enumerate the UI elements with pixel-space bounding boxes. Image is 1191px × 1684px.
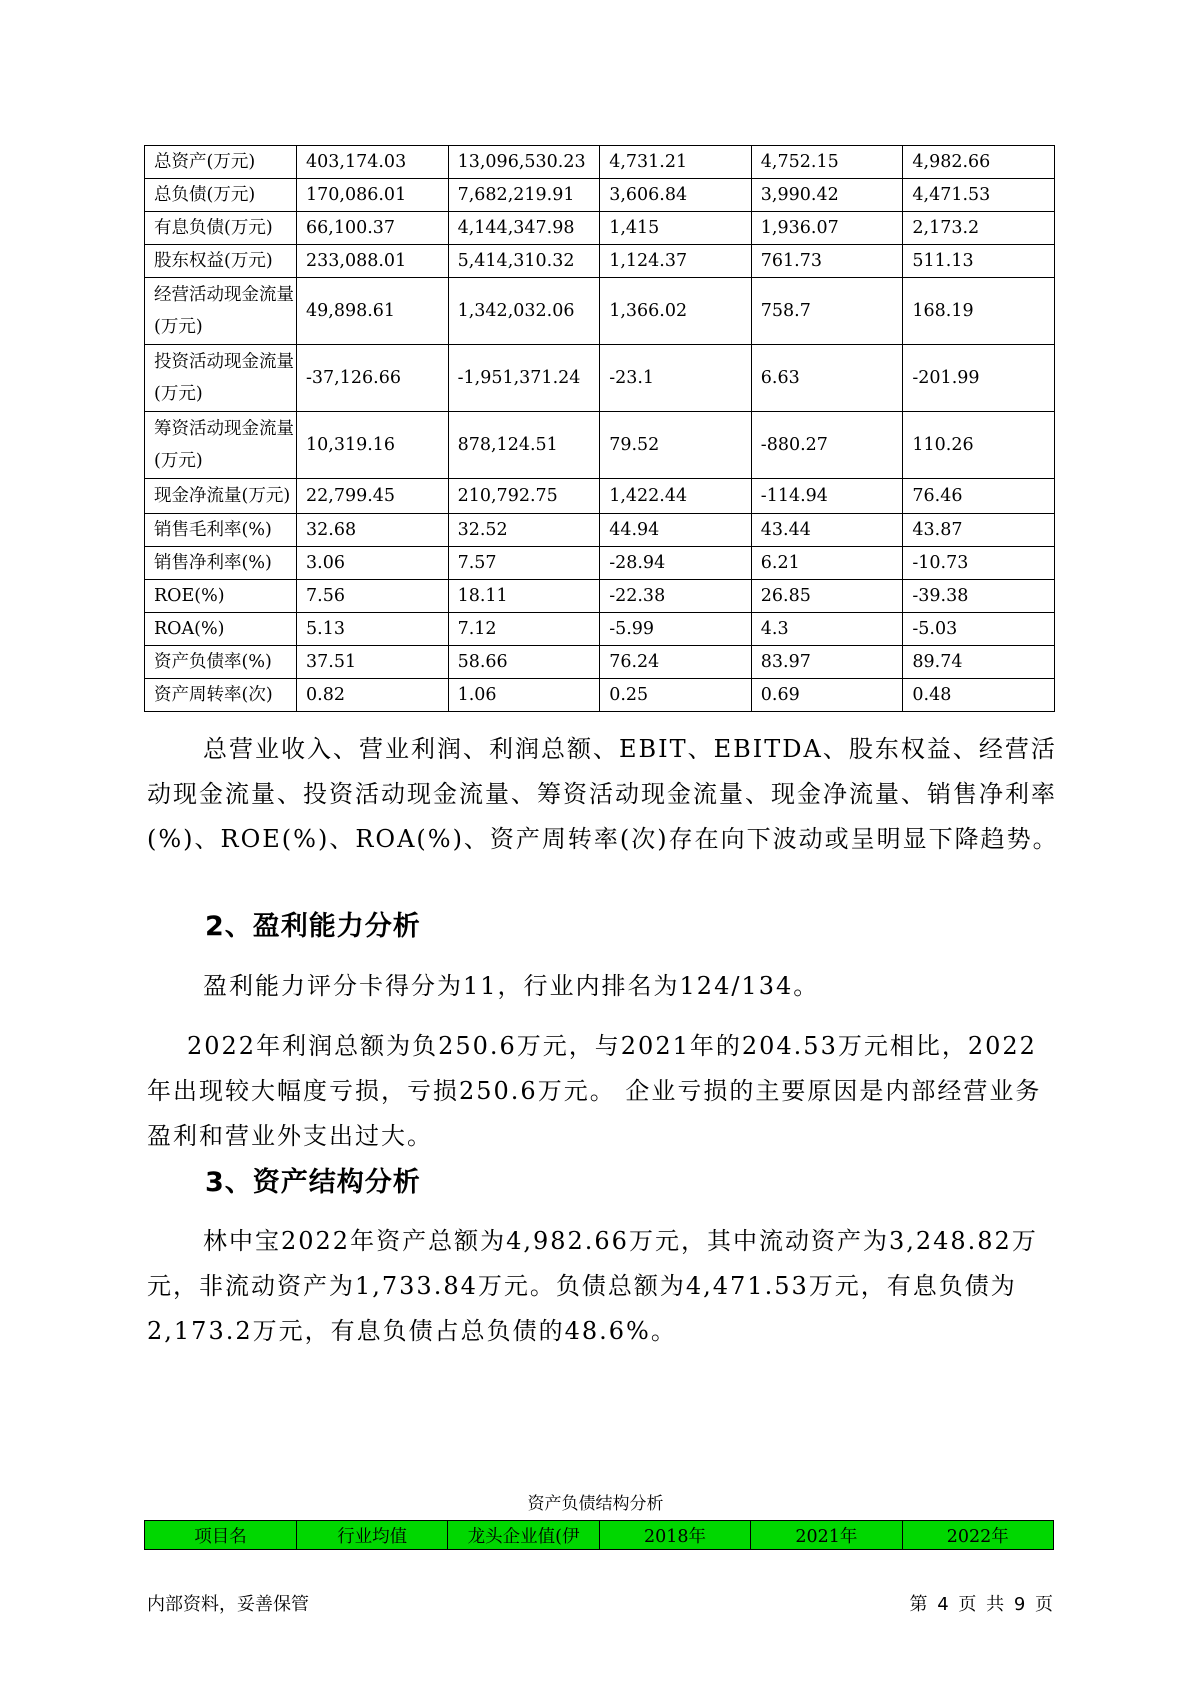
header-cell: 项目名 [145,1521,297,1550]
asset-detail-paragraph: 林中宝2022年资产总额为4,982.66万元，其中流动资产为3,248.82万元，非流动资产为1,733.84万元。负债总额为4,471.53万元，有息负债为2,173.2万元，有息负债占总负债的48.6%。 [147,1227,1038,1345]
value-cell: 0.69 [751,679,903,712]
row-label: 总资产(万元) [145,146,297,179]
value-cell: 758.7 [751,278,903,345]
value-cell: 233,088.01 [297,245,449,278]
value-cell: 43.87 [903,514,1055,547]
value-cell: -10.73 [903,547,1055,580]
table-row [145,547,1055,580]
value-cell: 1,936.07 [751,212,903,245]
value-cell: 13,096,530.23 [448,146,600,179]
value-cell: 4,752.15 [751,146,903,179]
header-cell: 2021年 [751,1521,902,1550]
value-cell: 878,124.51 [448,412,600,479]
value-cell: -5.99 [600,613,752,646]
footer-confidential-note: 内部资料，妥善保管 [147,1594,309,1615]
row-label: 经营活动现金流量(万元) [145,278,297,345]
value-cell: 66,100.37 [297,212,449,245]
value-cell: 32.52 [448,514,600,547]
table-row [145,514,1055,547]
value-cell: -5.03 [903,613,1055,646]
value-cell: 511.13 [903,245,1055,278]
value-cell: 2,173.2 [903,212,1055,245]
value-cell: 89.74 [903,646,1055,679]
value-cell: 6.63 [751,345,903,412]
value-cell: -37,126.66 [297,345,449,412]
value-cell: 0.48 [903,679,1055,712]
value-cell: 76.24 [600,646,752,679]
table-row [145,646,1055,679]
value-cell: 168.19 [903,278,1055,345]
value-cell: -39.38 [903,580,1055,613]
table-row [145,412,1055,479]
value-cell: 1,422.44 [600,479,752,514]
row-label: 总负债(万元) [145,179,297,212]
table-row [145,345,1055,412]
value-cell: 0.25 [600,679,752,712]
row-label: 销售毛利率(%) [145,514,297,547]
value-cell: -23.1 [600,345,752,412]
header-cell: 龙头企业值(伊 [448,1521,599,1550]
value-cell: 18.11 [448,580,600,613]
table-row [145,245,1055,278]
value-cell: 1,366.02 [600,278,752,345]
value-cell: 1,124.37 [600,245,752,278]
value-cell: 1,342,032.06 [448,278,600,345]
row-label: 股东权益(万元) [145,245,297,278]
row-label: ROE(%) [145,580,297,613]
section-heading-asset-structure: 3、资产结构分析 [205,1167,421,1198]
value-cell: 110.26 [903,412,1055,479]
value-cell: 1,415 [600,212,752,245]
value-cell: 4,471.53 [903,179,1055,212]
value-cell: -201.99 [903,345,1055,412]
row-label: 销售净利率(%) [145,547,297,580]
value-cell: -22.38 [600,580,752,613]
value-cell: 761.73 [751,245,903,278]
value-cell: 1.06 [448,679,600,712]
row-label: 有息负债(万元) [145,212,297,245]
table-row [145,146,1055,179]
structure-header-row [145,1521,1054,1550]
value-cell: 4.3 [751,613,903,646]
table-row [145,613,1055,646]
value-cell: 7,682,219.91 [448,179,600,212]
row-label: ROA(%) [145,613,297,646]
value-cell: 22,799.45 [297,479,449,514]
row-label: 资产负债率(%) [145,646,297,679]
value-cell: 3,990.42 [751,179,903,212]
section-heading-profitability: 2、盈利能力分析 [205,911,421,942]
value-cell: 7.56 [297,580,449,613]
value-cell: -28.94 [600,547,752,580]
asset-liability-structure-table [144,1520,1054,1550]
header-cell: 2018年 [599,1521,750,1550]
value-cell: 26.85 [751,580,903,613]
value-cell: 6.21 [751,547,903,580]
row-label: 投资活动现金流量(万元) [145,345,297,412]
value-cell: 79.52 [600,412,752,479]
header-cell: 行业均值 [297,1521,448,1550]
table-row [145,580,1055,613]
value-cell: -880.27 [751,412,903,479]
header-cell: 2022年 [902,1521,1053,1550]
table-row [145,278,1055,345]
value-cell: 3,606.84 [600,179,752,212]
value-cell: 403,174.03 [297,146,449,179]
value-cell: 3.06 [297,547,449,580]
profit-detail-paragraph: 2022年利润总额为负250.6万元，与2021年的204.53万元相比，2022年出现较大幅度亏损，亏损250.6万元。 企业亏损的主要原因是内部经营业务盈利和营业外支出过大。 [147,1032,1042,1150]
footer-page-number: 第 4 页 共 9 页 [909,1594,1053,1615]
value-cell: 49,898.61 [297,278,449,345]
value-cell: 210,792.75 [448,479,600,514]
value-cell: 76.46 [903,479,1055,514]
value-cell: 37.51 [297,646,449,679]
table-row [145,212,1055,245]
value-cell: 7.57 [448,547,600,580]
value-cell: 43.44 [751,514,903,547]
table-caption: 资产负债结构分析 [527,1494,664,1514]
trend-paragraph: 总营业收入、营业利润、利润总额、EBIT、EBITDA、股东权益、经营活动现金流量、投资活动现金流量、筹资活动现金流量、现金净流量、销售净利率(%)、ROE(%)、ROA(%)、资产周转率(次)存在向下波动或呈明显下降趋势。 [147,735,1059,853]
value-cell: 4,731.21 [600,146,752,179]
value-cell: 5.13 [297,613,449,646]
value-cell: 44.94 [600,514,752,547]
value-cell: 4,144,347.98 [448,212,600,245]
value-cell: -1,951,371.24 [448,345,600,412]
value-cell: 5,414,310.32 [448,245,600,278]
table-row [145,179,1055,212]
table-row [145,679,1055,712]
value-cell: -114.94 [751,479,903,514]
value-cell: 10,319.16 [297,412,449,479]
profit-score-paragraph: 盈利能力评分卡得分为11，行业内排名为124/134。 [203,972,820,1000]
table-row [145,479,1055,514]
row-label: 筹资活动现金流量(万元) [145,412,297,479]
value-cell: 0.82 [297,679,449,712]
value-cell: 4,982.66 [903,146,1055,179]
value-cell: 58.66 [448,646,600,679]
value-cell: 83.97 [751,646,903,679]
row-label: 现金净流量(万元) [145,479,297,514]
value-cell: 32.68 [297,514,449,547]
row-label: 资产周转率(次) [145,679,297,712]
financial-indicator-table [144,145,1055,712]
value-cell: 170,086.01 [297,179,449,212]
value-cell: 7.12 [448,613,600,646]
